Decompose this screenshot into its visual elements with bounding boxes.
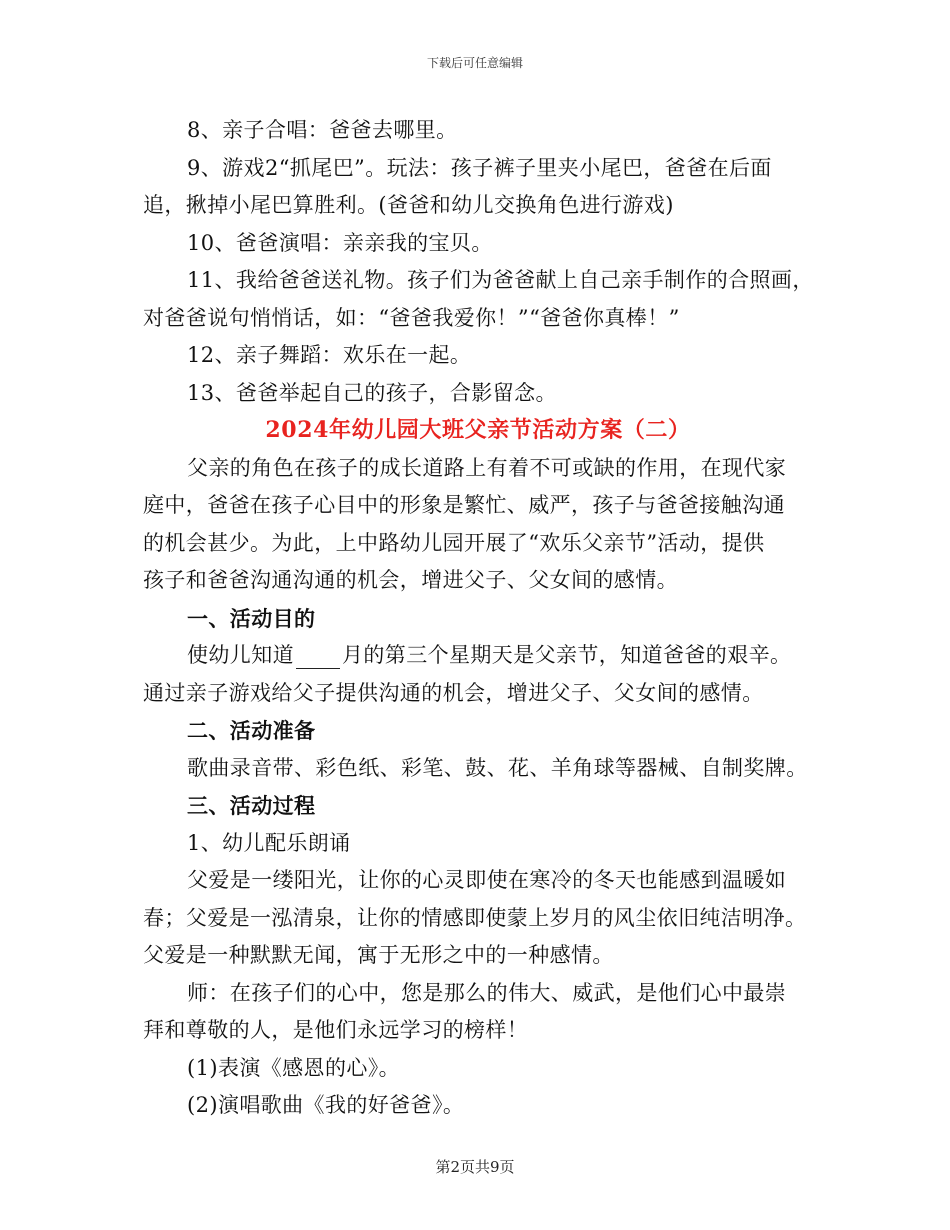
paragraph-line: 通过亲子游戏给父子提供沟通的机会，增进父子、父女间的感情。	[143, 680, 764, 705]
paragraph-line: 11、我给爸爸送礼物。孩子们为爸爸献上自己亲手制作的合照画，	[187, 268, 814, 292]
paragraph-line: 1、幼儿配乐朗诵	[187, 830, 351, 855]
paragraph-line: 13、爸爸举起自己的孩子，合影留念。	[187, 380, 557, 405]
document-body	[143, 112, 813, 1125]
paragraph-line: 父爱是一种默默无闻，寓于无形之中的一种感情。	[143, 943, 614, 967]
page-footer: 第2页共9页	[435, 1158, 515, 1176]
paragraph-line: 父亲的角色在孩子的成长道路上有着不可或缺的作用，在现代家	[187, 455, 787, 480]
paragraph-line: 8、亲子合唱：爸爸去哪里。	[187, 118, 458, 142]
paragraph-line: 孩子和爸爸沟通沟通的机会，增进父子、父女间的感情。	[143, 568, 678, 592]
heading-purpose: 一、活动目的	[187, 605, 316, 631]
paragraph-line: 师：在孩子们的心中，您是那么的伟大、威武，是他们心中最崇	[187, 980, 787, 1005]
paragraph-line: 春；父爱是一泓清泉，让你的情感即使蒙上岁月的风尘依旧纯洁明净。	[143, 905, 807, 930]
paragraph-line: 拜和尊敬的人，是他们永远学习的榜样！	[143, 1018, 529, 1042]
section-title: 2024年幼儿园大班父亲节活动方案（二）	[265, 417, 691, 443]
paragraph-line: (1)表演《感恩的心》。	[187, 1055, 401, 1080]
paragraph-line: (2)演唱歌曲《我的好爸爸》。	[187, 1093, 465, 1117]
fill-in-blank	[296, 646, 340, 669]
paragraph-line: 9、游戏2“抓尾巴”。玩法：孩子裤子里夹小尾巴，爸爸在后面	[187, 155, 772, 180]
header-note: 下载后可任意编辑	[426, 56, 523, 70]
paragraph-line: 的机会甚少。为此，上中路幼儿园开展了“欢乐父亲节”活动，提供	[143, 530, 765, 555]
text-fragment: 使幼儿知道	[187, 643, 294, 667]
paragraph-line: 歌曲录音带、彩色纸、彩笔、鼓、花、羊角球等器械、自制奖牌。	[187, 755, 808, 780]
paragraph-line: 庭中，爸爸在孩子心目中的形象是繁忙、威严，孩子与爸爸接触沟通	[143, 493, 785, 517]
paragraph-line: 12、亲子舞蹈：欢乐在一起。	[187, 343, 472, 367]
heading-process: 三、活动过程	[187, 793, 316, 818]
paragraph-line: 追，揪掉小尾巴算胜利。(爸爸和幼儿交换角色进行游戏)	[143, 193, 674, 217]
paragraph-line: 对爸爸说句悄悄话，如：“爸爸我爱你！”“爸爸你真棒！”	[143, 305, 680, 330]
text-fragment: 月的第三个星期天是父亲节，知道爸爸的艰辛。	[342, 643, 792, 667]
paragraph-line: 父爱是一缕阳光，让你的心灵即使在寒冷的冬天也能感到温暖如	[187, 868, 787, 892]
heading-preparation: 二、活动准备	[187, 718, 316, 743]
paragraph-line: 10、爸爸演唱：亲亲我的宝贝。	[187, 230, 493, 255]
paragraph-line	[143, 637, 813, 675]
